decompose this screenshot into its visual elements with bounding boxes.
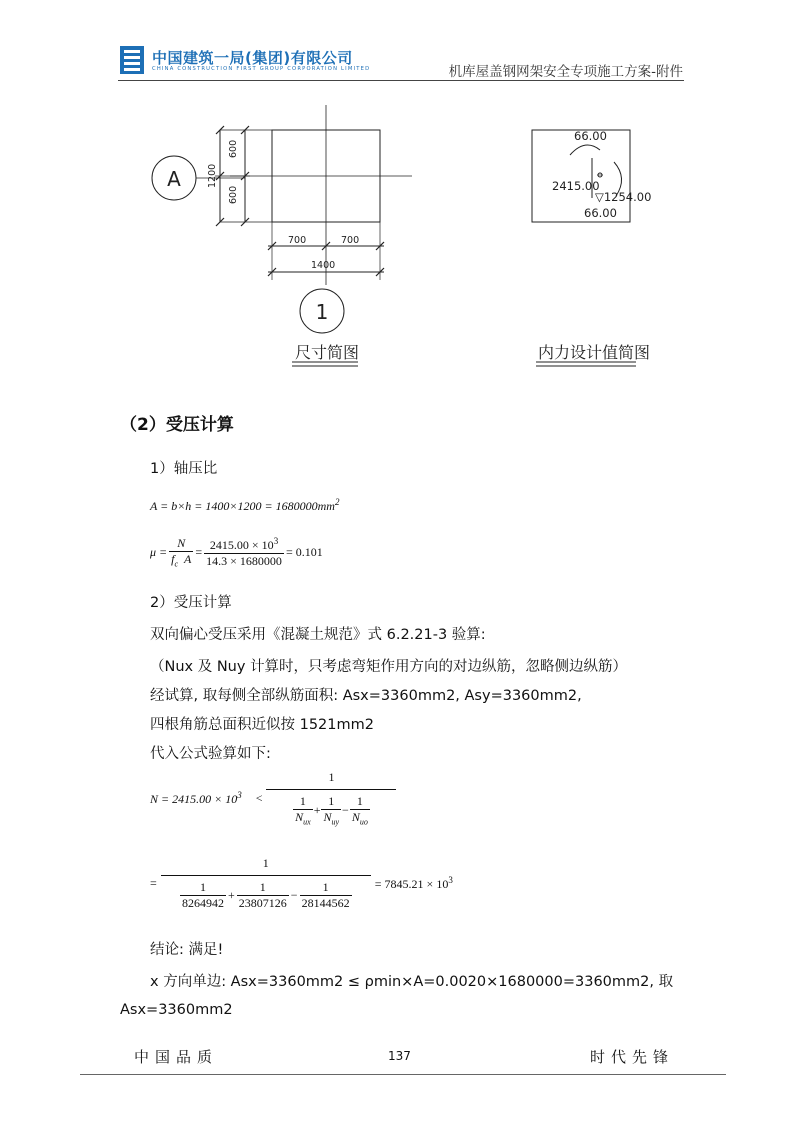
dim-600-bottom: 600 bbox=[228, 185, 239, 204]
dim-700-left: 700 bbox=[288, 235, 307, 246]
paragraph-note: （Nux 及 Nuy 计算时，只考虑弯矩作用方向的对边纵筋，忽略侧边纵筋） bbox=[150, 659, 628, 675]
conclusion: 结论: 满足! bbox=[150, 942, 224, 958]
company-logo bbox=[120, 46, 144, 74]
paragraph-trial: 经试算, 取每侧全部纵筋面积: Asx=3360mm2, Asy=3360mm2, bbox=[150, 688, 582, 704]
force-66-bottom: 66.00 bbox=[584, 206, 617, 220]
company-name-cn: 中国建筑一局(集团)有限公司 bbox=[152, 49, 353, 67]
force-1254: ▽1254.00 bbox=[595, 190, 652, 204]
dim-700-right: 700 bbox=[341, 235, 360, 246]
force-66-top: 66.00 bbox=[574, 129, 607, 143]
footer-slogan-left: 中国品质 bbox=[134, 1048, 219, 1066]
dim-1200: 1200 bbox=[207, 163, 218, 188]
subheading-axial-ratio: 1）轴压比 bbox=[150, 461, 218, 477]
paragraph-substitute: 代入公式验算如下: bbox=[150, 746, 271, 762]
equation-area: $A = b\times h = 1400\times 1200 = 1680000mm^2$ bbox=[150, 497, 340, 513]
equation-result: = 1 $\frac{1}{8264942}$ + $\frac{1}{23807126}$ − $\frac{1}{28144562}$ = $7845.21 \times 10^3$ bbox=[150, 856, 453, 910]
dim-600-top: 600 bbox=[228, 139, 239, 158]
equation-n-check: $N = 2415.00 \times 10^3$ < 1 $\frac{1}{N_{ux}}$ + $\frac{1}{N_{uy}}$ − $\frac{1}{N_{uo}}$ bbox=[150, 770, 396, 826]
equation-axial-ratio: μ = $\frac{N}{f_c A}$ = $\frac{2415.00 \times 10^3}{14.3 \times 1680000}$ = 0.101 bbox=[150, 536, 323, 569]
axis-label-1: 1 bbox=[315, 300, 329, 324]
paragraph-asx: Asx=3360mm2 bbox=[120, 1002, 233, 1018]
caption-forces: 内力设计值简图 bbox=[538, 343, 651, 362]
page-number: 137 bbox=[388, 1049, 411, 1063]
force-2415: 2415.00 bbox=[552, 179, 600, 193]
axis-label-a: A bbox=[167, 167, 181, 191]
paragraph-corner-bars: 四根角筋总面积近似按 1521mm2 bbox=[150, 717, 374, 733]
company-name-en: CHINA CONSTRUCTION FIRST GROUP CORPORATION LIMITED bbox=[152, 66, 371, 72]
paragraph-method: 双向偏心受压采用《混凝土规范》式 6.2.21-3 验算: bbox=[150, 627, 486, 643]
paragraph-x-direction: x 方向单边: Asx=3360mm2 ≤ ρmin×A=0.0020×1680000=3360mm2, 取 bbox=[150, 974, 674, 990]
dim-1400: 1400 bbox=[311, 260, 336, 271]
subheading-compression: 2）受压计算 bbox=[150, 595, 232, 611]
header-rule bbox=[118, 80, 684, 81]
column-section-drawing bbox=[100, 100, 700, 390]
caption-dimensions: 尺寸简图 bbox=[295, 343, 360, 362]
footer-rule bbox=[80, 1074, 726, 1075]
document-title: 机库屋盖钢网架安全专项施工方案-附件 bbox=[448, 64, 683, 80]
footer-slogan-right: 时代先锋 bbox=[590, 1048, 675, 1066]
section-heading: （2）受压计算 bbox=[120, 415, 234, 435]
